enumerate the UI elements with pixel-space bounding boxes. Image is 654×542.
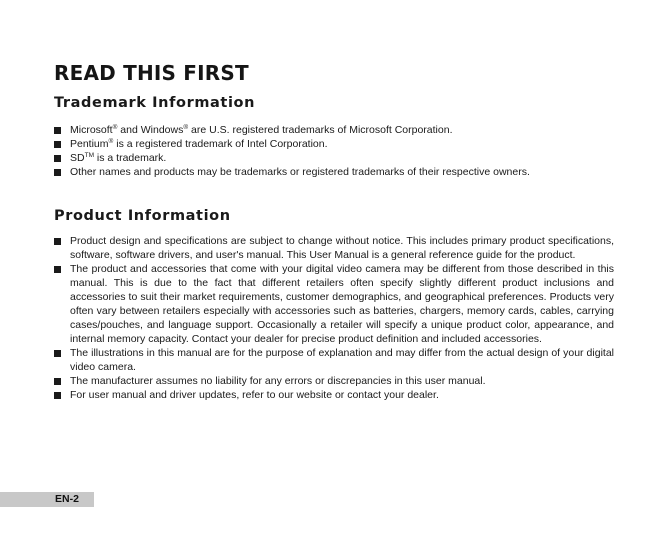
page-title: READ THIS FIRST [54, 61, 249, 85]
list-item: The illustrations in this manual are for the purpose of explanation and may differ from the actual design of your digital video camera. [54, 346, 614, 374]
bullet-square-icon [54, 155, 61, 162]
product-list [54, 234, 614, 402]
bullet-square-icon [54, 238, 61, 245]
page-number: EN-2 [55, 493, 79, 505]
list-item: SD™ is a trademark. [54, 151, 614, 165]
bullet-square-icon [54, 169, 61, 176]
bullet-square-icon [54, 141, 61, 148]
list-item: Microsoft® and Windows® are U.S. registered trademarks of Microsoft Corporation. [54, 123, 614, 137]
bullet-square-icon [54, 127, 61, 134]
list-item: The product and accessories that come with your digital video camera may be different from those described in this manual. This is due to the fact that different retailers often specify slightly different product inclusions and accessories to suit their market requirements, customer demographics, and geographical preferences. Products very often vary between retailers especially with accessories such as batteries, chargers, memory cards, cables, carrying cases/pouches, and language support. Occasionally a retailer will specify a unique product color, appearance, and internal memory capacity. Contact your dealer for precise product definition and included accessories. [54, 262, 614, 346]
bullet-square-icon [54, 350, 61, 357]
list-item: Other names and products may be trademarks or registered trademarks of their respective owners. [54, 165, 614, 179]
trademark-list [54, 123, 614, 179]
bullet-square-icon [54, 378, 61, 385]
list-item: Product design and specifications are subject to change without notice. This includes primary product specifications, software, software drivers, and user's manual. This User Manual is a general reference guide for the product. [54, 234, 614, 262]
page-number-tab [0, 492, 94, 507]
list-item: The manufacturer assumes no liability for any errors or discrepancies in this user manual. [54, 374, 614, 388]
bullet-square-icon [54, 266, 61, 273]
trademark-heading: Trademark Information [54, 95, 256, 111]
list-item: For user manual and driver updates, refer to our website or contact your dealer. [54, 388, 614, 402]
list-item: Pentium® is a registered trademark of Intel Corporation. [54, 137, 614, 151]
bullet-square-icon [54, 392, 61, 399]
product-heading: Product Information [54, 208, 231, 224]
